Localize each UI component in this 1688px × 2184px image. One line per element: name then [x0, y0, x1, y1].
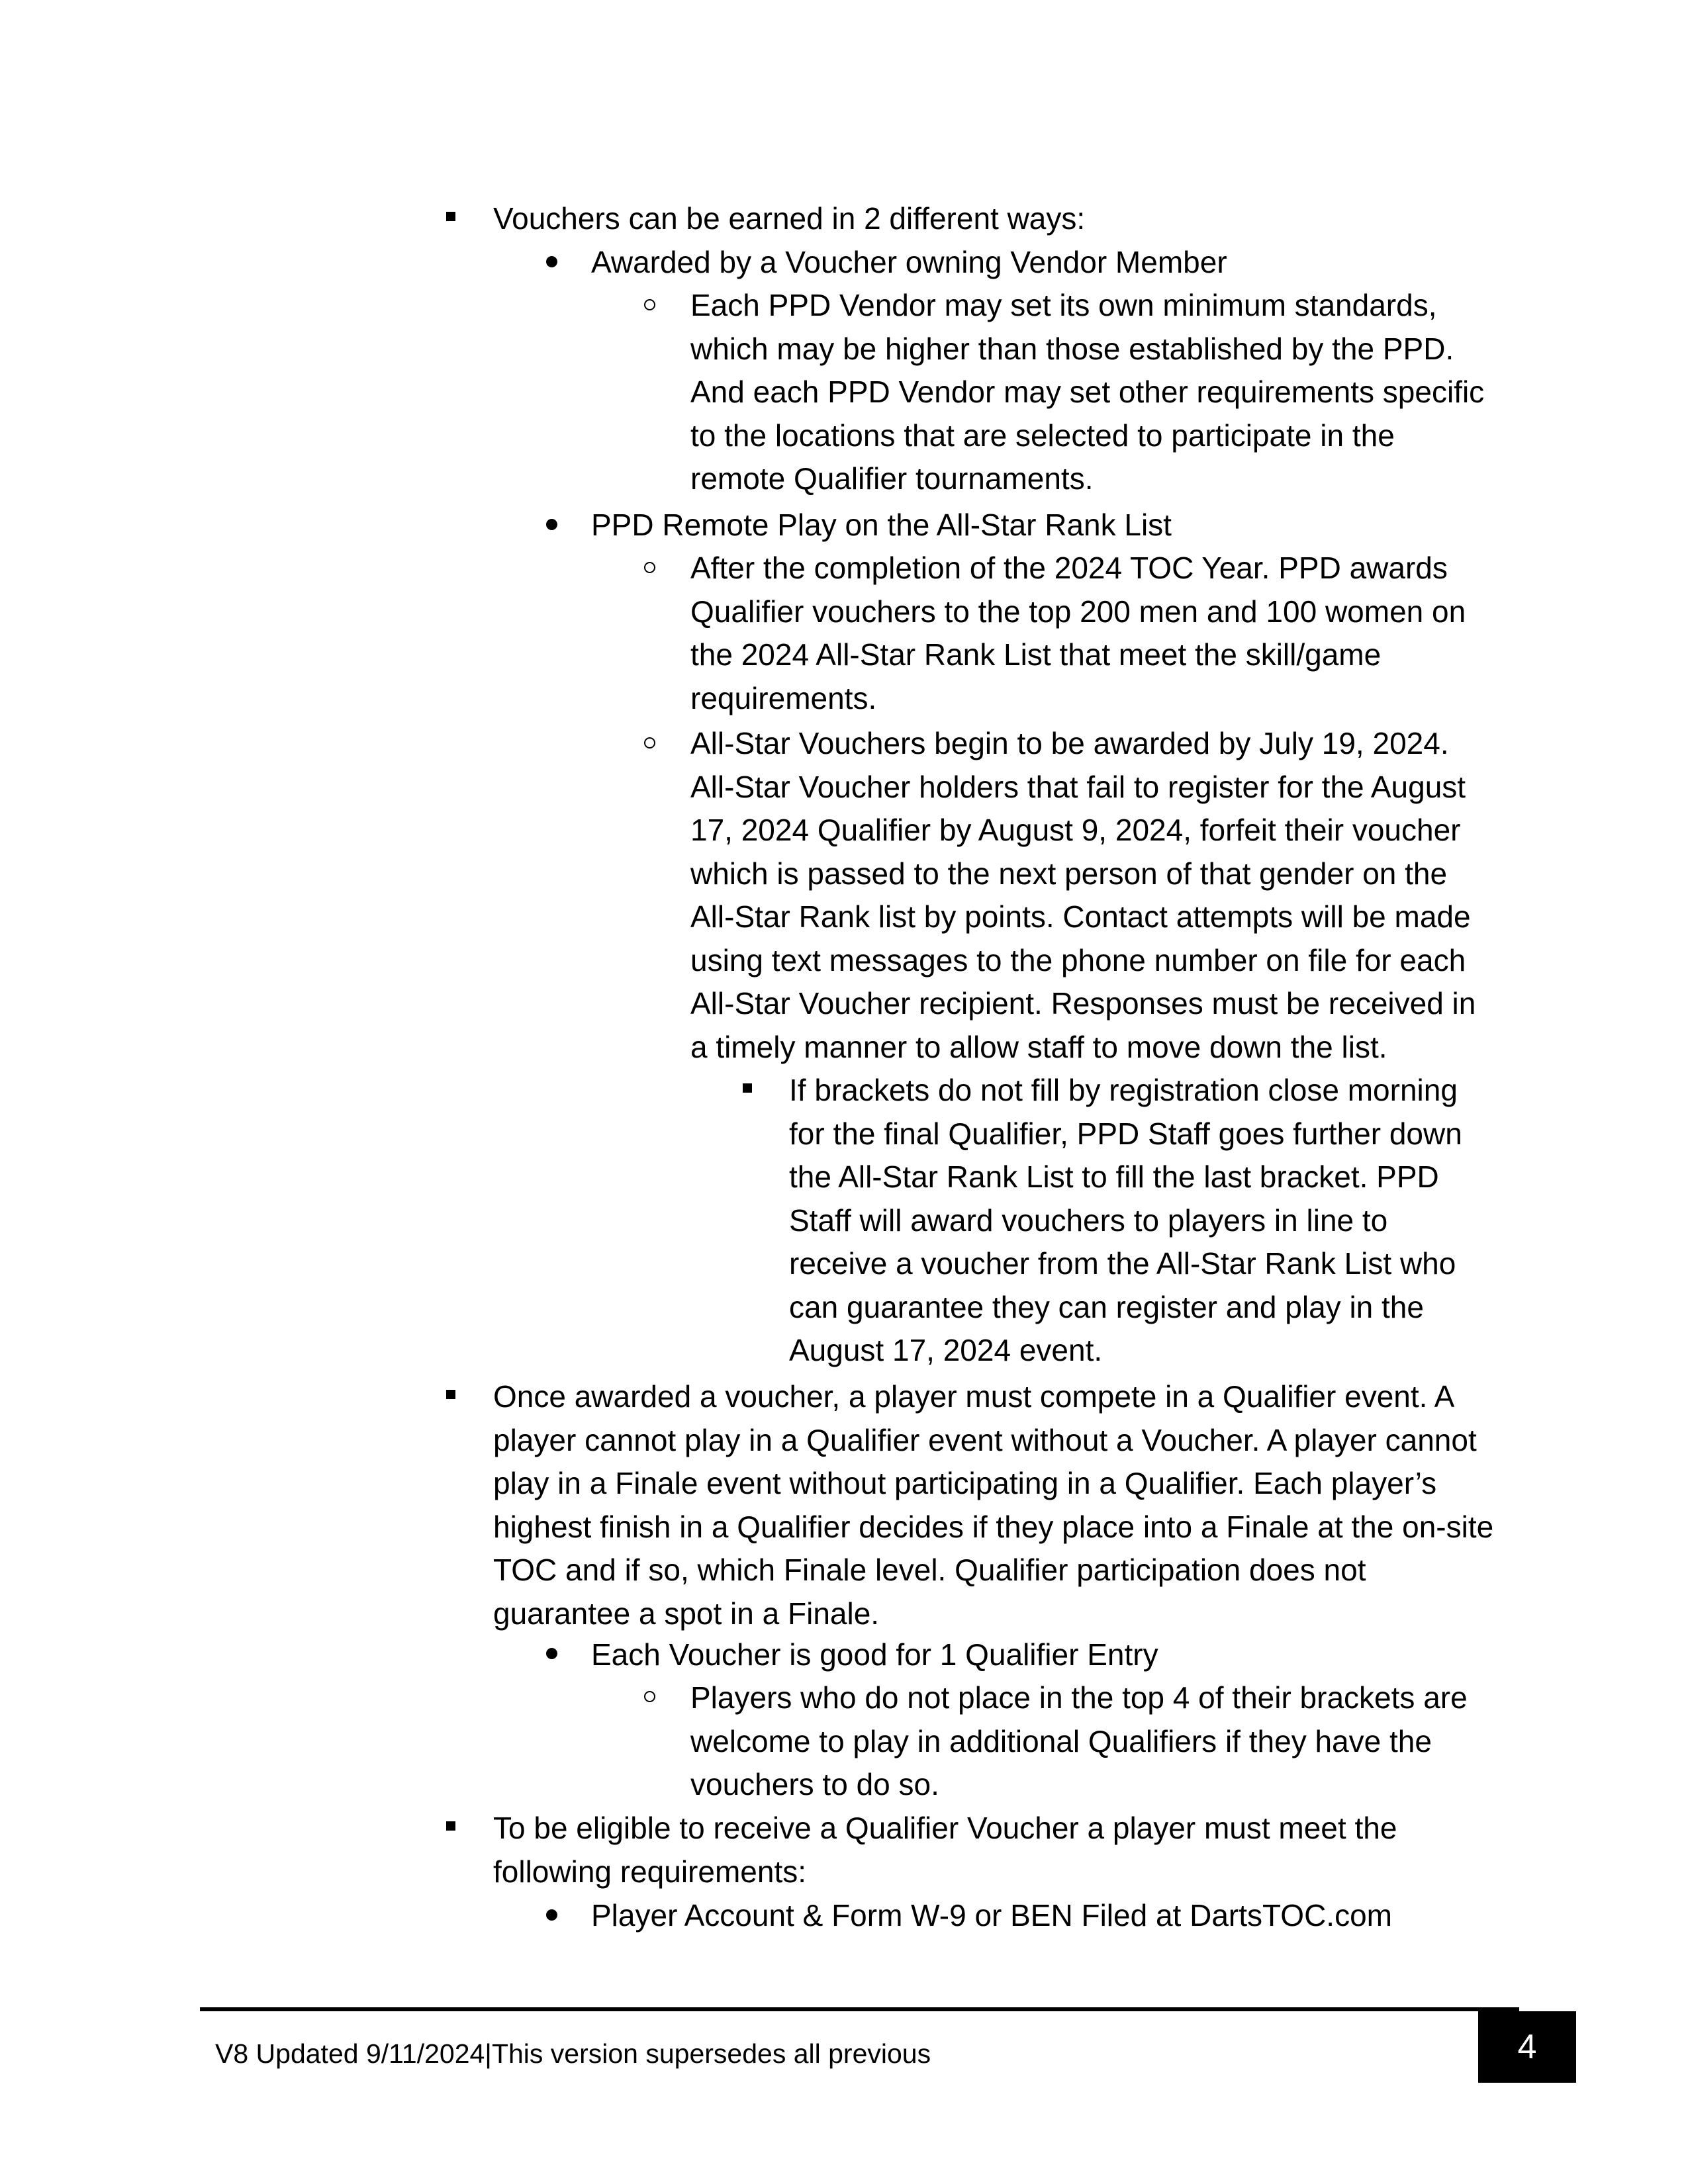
square-bullet-icon: [446, 1821, 455, 1831]
list-item: Players who do not place in the top 4 of their brackets are welcome to play in additional Qualifiers if they have the vouchers to do so.: [690, 1680, 1468, 1801]
list-item: Once awarded a voucher, a player must compete in a Qualifier event. A player cannot play in a Qualifier event without a Voucher. A player cannot play in a Finale event without participating in a Qualifier. Each player’s highest finish in a Qualifier decides if they place into a Finale at the on-site TOC and if so, which Finale level. Qualifier participation does not guarantee a spot in a Finale.: [493, 1379, 1494, 1631]
list-item: PPD Remote Play on the All-Star Rank List: [591, 508, 1172, 542]
round-bullet-icon: [546, 1909, 557, 1921]
square-bullet-icon: [743, 1083, 752, 1093]
list-item: To be eligible to receive a Qualifier Voucher a player must meet the following requirements:: [493, 1811, 1397, 1889]
list-item: If brackets do not fill by registration close morning for the final Qualifier, PPD Staff goes further down the All-Star Rank List to fill the last bracket. PPD Staff will award vouchers to players in line to receive a voucher from the All-Star Rank List who can guarantee they can register and play in the August 17, 2024 event.: [789, 1073, 1462, 1367]
list-item: Player Account & Form W-9 or BEN Filed at DartsTOC.com: [591, 1898, 1392, 1933]
round-bullet-icon: [546, 256, 557, 267]
list-item: Each Voucher is good for 1 Qualifier Entry: [591, 1637, 1158, 1672]
round-bullet-icon: [546, 1648, 557, 1659]
square-bullet-icon: [446, 1390, 455, 1399]
square-bullet-icon: [446, 212, 455, 221]
circle-bullet-icon: [644, 562, 655, 573]
round-bullet-icon: [546, 519, 557, 530]
footer-version-text: V8 Updated 9/11/2024|This version supersedes all previous: [215, 2038, 931, 2069]
list-item: After the completion of the 2024 TOC Year. PPD awards Qualifier vouchers to the top 200 men and 100 women on the 2024 All-Star Rank List that meet the skill/game requirements.: [690, 551, 1466, 715]
circle-bullet-icon: [644, 737, 655, 749]
list-item: All-Star Vouchers begin to be awarded by July 19, 2024. All-Star Voucher holders that fail to register for the August 17, 2024 Qualifier by August 9, 2024, forfeit their voucher which is passed to the next person of that gender on the All-Star Rank list by points. Contact attempts will be made using text messages to the phone number on file for each All-Star Voucher recipient. Responses must be received in a timely manner to allow staff to move down the list.: [690, 726, 1476, 1064]
circle-bullet-icon: [644, 299, 655, 310]
list-item: Vouchers can be earned in 2 different ways:: [493, 201, 1086, 236]
page-number: 4: [1478, 2011, 1576, 2083]
list-item: Each PPD Vendor may set its own minimum standards, which may be higher than those established by the PPD. And each PPD Vendor may set other requirements specific to the locations that are selected to participate in the remote Qualifier tournaments.: [690, 288, 1485, 496]
footer-divider: [200, 2007, 1519, 2011]
list-item: Awarded by a Voucher owning Vendor Member: [591, 245, 1227, 279]
circle-bullet-icon: [644, 1691, 655, 1702]
